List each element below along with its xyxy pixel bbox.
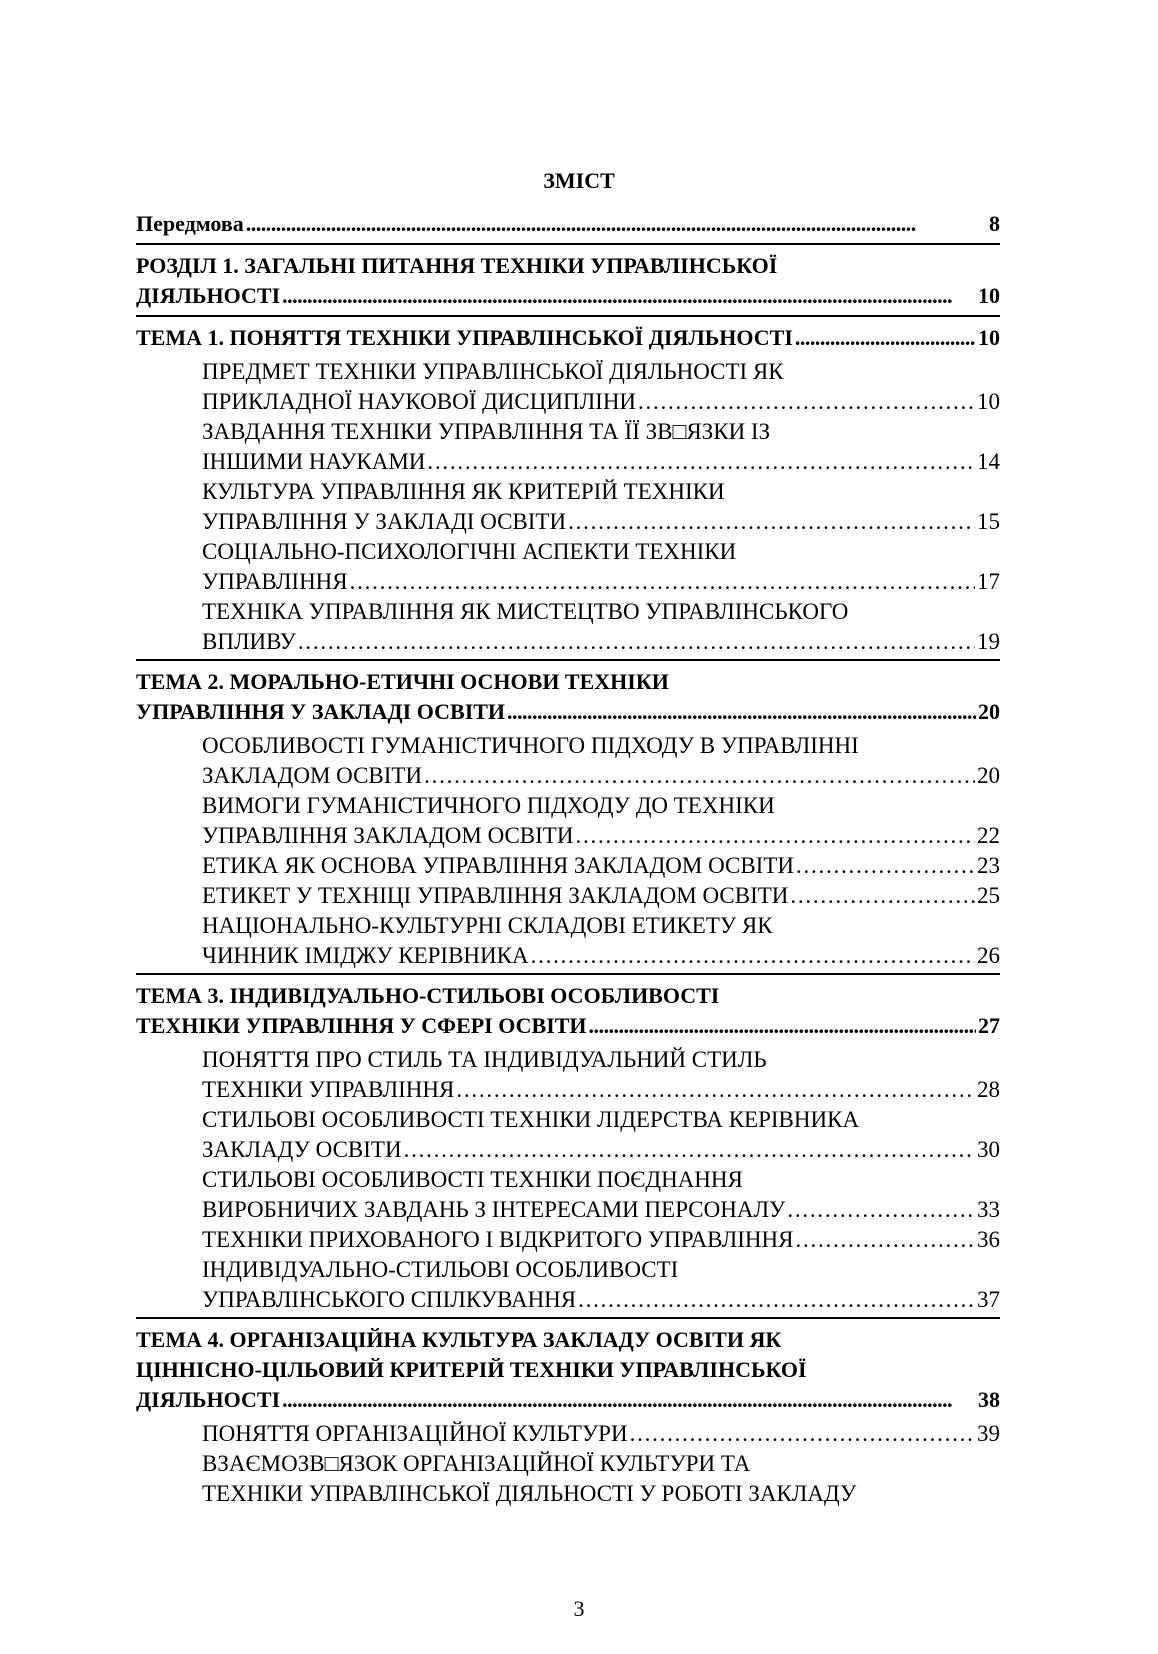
- toc-entry-text: ЕТИКА ЯК ОСНОВА УПРАВЛІННЯ ЗАКЛАДОМ ОСВІТИ: [202, 853, 795, 878]
- section-separator: [136, 1317, 1000, 1319]
- toc-subsection-entry[interactable]: [136, 1449, 1000, 1509]
- toc-subsection-entry[interactable]: [136, 1225, 1000, 1255]
- toc-entry-text: ЗАКЛАДУ ОСВІТИ: [202, 1137, 402, 1162]
- section-separator: [136, 659, 1000, 661]
- toc-entry-text: ЧИННИК ІМІДЖУ КЕРІВНИКА: [202, 943, 529, 968]
- dot-leader: [298, 627, 975, 657]
- toc-page-number: 28: [977, 1077, 1000, 1102]
- dot-leader: [790, 881, 975, 911]
- toc-subsection-entry[interactable]: [136, 911, 1000, 971]
- dot-leader: [630, 1419, 975, 1449]
- dot-leader: [787, 1195, 975, 1225]
- toc-page-number: 22: [977, 823, 1000, 848]
- toc-page-number: 20: [977, 763, 1000, 788]
- toc-subsection-entry[interactable]: [136, 1419, 1000, 1449]
- toc-page-number: 26: [977, 943, 1000, 968]
- toc-page-number: 36: [977, 1227, 1000, 1252]
- toc-page-number: 20: [978, 699, 1000, 724]
- dot-leader: [575, 821, 975, 851]
- toc-entry-text: ТЕХНІКИ УПРАВЛІННЯ У СФЕРІ ОСВІТИ: [136, 1013, 587, 1038]
- table-of-contents: [136, 209, 1000, 1509]
- toc-entry-text: СТИЛЬОВІ ОСОБЛИВОСТІ ТЕХНІКИ ПОЄДНАННЯ: [202, 1167, 743, 1192]
- dot-leader: [350, 567, 975, 597]
- dot-leader: [796, 851, 975, 881]
- toc-entry-text: ВЗАЄМОЗВ□ЯЗОК ОРГАНІЗАЦІЙНОЇ КУЛЬТУРИ ТА: [202, 1451, 751, 1476]
- dot-leader: [427, 447, 975, 477]
- toc-entry-text: СТИЛЬОВІ ОСОБЛИВОСТІ ТЕХНІКИ ЛІДЕРСТВА КЕРІВНИКА: [202, 1107, 860, 1132]
- dot-leader: [282, 1385, 976, 1415]
- dot-leader: [638, 387, 975, 417]
- toc-entry-text: РОЗДІЛ 1. ЗАГАЛЬНІ ПИТАННЯ ТЕХНІКИ УПРАВЛІНСЬКОЇ: [136, 253, 778, 278]
- toc-entry-text: ВИМОГИ ГУМАНІСТИЧНОГО ПІДХОДУ ДО ТЕХНІКИ: [202, 793, 775, 818]
- toc-page-number: 38: [978, 1387, 1000, 1412]
- toc-page-number: 25: [977, 883, 1000, 908]
- toc-section-entry[interactable]: [136, 323, 1000, 353]
- section-separator: [136, 315, 1000, 317]
- toc-entry-text: ДІЯЛЬНОСТІ: [136, 1387, 281, 1412]
- toc-page-number: 23: [977, 853, 1000, 878]
- dot-leader: [507, 697, 976, 727]
- dot-leader: [404, 1135, 975, 1165]
- toc-subsection-entry[interactable]: [136, 357, 1000, 417]
- toc-entry-text: ЕТИКЕТ У ТЕХНІЦІ УПРАВЛІННЯ ЗАКЛАДОМ ОСВІТИ: [202, 883, 789, 908]
- toc-page-number: 14: [977, 449, 1000, 474]
- toc-entry-text: ТЕМА 4. ОРГАНІЗАЦІЙНА КУЛЬТУРА ЗАКЛАДУ ОСВІТИ ЯК: [136, 1327, 782, 1352]
- toc-page-number: 33: [977, 1197, 1000, 1222]
- toc-entry-text: ТЕХНІКА УПРАВЛІННЯ ЯК МИСТЕЦТВО УПРАВЛІНСЬКОГО: [202, 599, 849, 624]
- toc-section-entry[interactable]: [136, 1325, 1000, 1415]
- toc-entry-text: ТЕХНІКИ УПРАВЛІНСЬКОЇ ДІЯЛЬНОСТІ У РОБОТІ ЗАКЛАДУ: [202, 1481, 857, 1506]
- toc-page-number: 10: [978, 325, 1000, 350]
- toc-page-number: 17: [977, 569, 1000, 594]
- toc-title: ЗМІСТ: [543, 168, 615, 193]
- toc-entry-text: ПРИКЛАДНОЇ НАУКОВОЇ ДИСЦИПЛІНИ: [202, 389, 637, 414]
- toc-section-entry[interactable]: [136, 667, 1000, 727]
- toc-entry-text: ДІЯЛЬНОСТІ: [136, 283, 281, 308]
- dot-leader: [589, 1011, 976, 1041]
- toc-entry-text: УПРАВЛІННЯ ЗАКЛАДОМ ОСВІТИ: [202, 823, 574, 848]
- toc-entry-text: ТЕМА 2. МОРАЛЬНО-ЕТИЧНІ ОСНОВИ ТЕХНІКИ: [136, 669, 669, 694]
- toc-entry-text: ПРЕДМЕТ ТЕХНІКИ УПРАВЛІНСЬКОЇ ДІЯЛЬНОСТІ ЯК: [202, 359, 784, 384]
- toc-page-number: 19: [977, 629, 1000, 654]
- dot-leader: [282, 281, 976, 311]
- toc-page-number: 15: [977, 509, 1000, 534]
- toc-page-number: 27: [978, 1013, 1000, 1038]
- toc-entry-text: ІНДИВІДУАЛЬНО-СТИЛЬОВІ ОСОБЛИВОСТІ: [202, 1257, 679, 1282]
- dot-leader: [568, 507, 975, 537]
- toc-subsection-entry[interactable]: [136, 1165, 1000, 1225]
- toc-entry-text: УПРАВЛІНСЬКОГО СПІЛКУВАННЯ: [202, 1287, 577, 1312]
- toc-entry-text: ТЕМА 3. ІНДИВІДУАЛЬНО-СТИЛЬОВІ ОСОБЛИВОСТІ: [136, 983, 720, 1008]
- toc-entry-text: Передмова: [136, 211, 244, 236]
- toc-section-entry[interactable]: [136, 251, 1000, 311]
- dot-leader: [456, 1075, 975, 1105]
- toc-subsection-entry[interactable]: [136, 791, 1000, 851]
- toc-subsection-entry[interactable]: [136, 1255, 1000, 1315]
- toc-entry-text: СОЦІАЛЬНО-ПСИХОЛОГІЧНІ АСПЕКТИ ТЕХНІКИ: [202, 539, 737, 564]
- toc-subsection-entry[interactable]: [136, 1105, 1000, 1165]
- toc-subsection-entry[interactable]: [136, 597, 1000, 657]
- toc-entry-text: УПРАВЛІННЯ У ЗАКЛАДІ ОСВІТИ: [202, 509, 567, 534]
- toc-entry-text: ЦІННІСНО-ЦІЛЬОВИЙ КРИТЕРІЙ ТЕХНІКИ УПРАВЛІНСЬКОЇ: [136, 1357, 807, 1382]
- toc-entry-text: УПРАВЛІННЯ: [202, 569, 348, 594]
- toc-page-number: 39: [977, 1421, 1000, 1446]
- toc-entry-text: ТЕХНІКИ ПРИХОВАНОГО І ВІДКРИТОГО УПРАВЛІННЯ: [202, 1227, 794, 1252]
- toc-section-entry[interactable]: [136, 209, 1000, 239]
- toc-entry-text: ВПЛИВУ: [202, 629, 296, 654]
- toc-entry-text: ОСОБЛИВОСТІ ГУМАНІСТИЧНОГО ПІДХОДУ В УПРАВЛІННІ: [202, 733, 859, 758]
- dot-leader: [795, 1225, 975, 1255]
- toc-entry-text: ТЕМА 1. ПОНЯТТЯ ТЕХНІКИ УПРАВЛІНСЬКОЇ ДІЯЛЬНОСТІ: [136, 325, 793, 350]
- section-separator: [136, 973, 1000, 975]
- dot-leader: [795, 323, 976, 353]
- toc-entry-text: УПРАВЛІННЯ У ЗАКЛАДІ ОСВІТИ: [136, 699, 506, 724]
- dot-leader: [246, 209, 987, 239]
- section-separator: [136, 243, 1000, 245]
- toc-entry-text: ПОНЯТТЯ ПРО СТИЛЬ ТА ІНДИВІДУАЛЬНИЙ СТИЛЬ: [202, 1047, 767, 1072]
- toc-page-number: 30: [977, 1137, 1000, 1162]
- toc-page-number: 8: [989, 211, 1000, 236]
- page-number: 3: [573, 1596, 585, 1621]
- dot-leader: [424, 761, 975, 791]
- toc-entry-text: ТЕХНІКИ УПРАВЛІННЯ: [202, 1077, 455, 1102]
- toc-subsection-entry[interactable]: [136, 731, 1000, 791]
- toc-entry-text: ПОНЯТТЯ ОРГАНІЗАЦІЙНОЇ КУЛЬТУРИ: [202, 1421, 628, 1446]
- toc-subsection-entry[interactable]: [136, 1045, 1000, 1105]
- toc-entry-text: НАЦІОНАЛЬНО-КУЛЬТУРНІ СКЛАДОВІ ЕТИКЕТУ ЯК: [202, 913, 773, 938]
- toc-subsection-entry[interactable]: [136, 477, 1000, 537]
- toc-section-entry[interactable]: [136, 981, 1000, 1041]
- toc-page-number: 37: [977, 1287, 1000, 1312]
- toc-subsection-entry[interactable]: [136, 881, 1000, 911]
- toc-subsection-entry[interactable]: [136, 417, 1000, 477]
- toc-entry-text: ЗАКЛАДОМ ОСВІТИ: [202, 763, 423, 788]
- toc-entry-text: ВИРОБНИЧИХ ЗАВДАНЬ З ІНТЕРЕСАМИ ПЕРСОНАЛУ: [202, 1197, 786, 1222]
- toc-subsection-entry[interactable]: [136, 537, 1000, 597]
- toc-entry-text: КУЛЬТУРА УПРАВЛІННЯ ЯК КРИТЕРІЙ ТЕХНІКИ: [202, 479, 725, 504]
- dot-leader: [578, 1285, 975, 1315]
- toc-entry-text: ІНШИМИ НАУКАМИ: [202, 449, 426, 474]
- toc-entry-text: ЗАВДАННЯ ТЕХНІКИ УПРАВЛІННЯ ТА ЇЇ ЗВ□ЯЗКИ ІЗ: [202, 419, 771, 444]
- toc-page-number: 10: [977, 389, 1000, 414]
- toc-subsection-entry[interactable]: [136, 851, 1000, 881]
- toc-page-number: 10: [978, 283, 1000, 308]
- dot-leader: [531, 941, 975, 971]
